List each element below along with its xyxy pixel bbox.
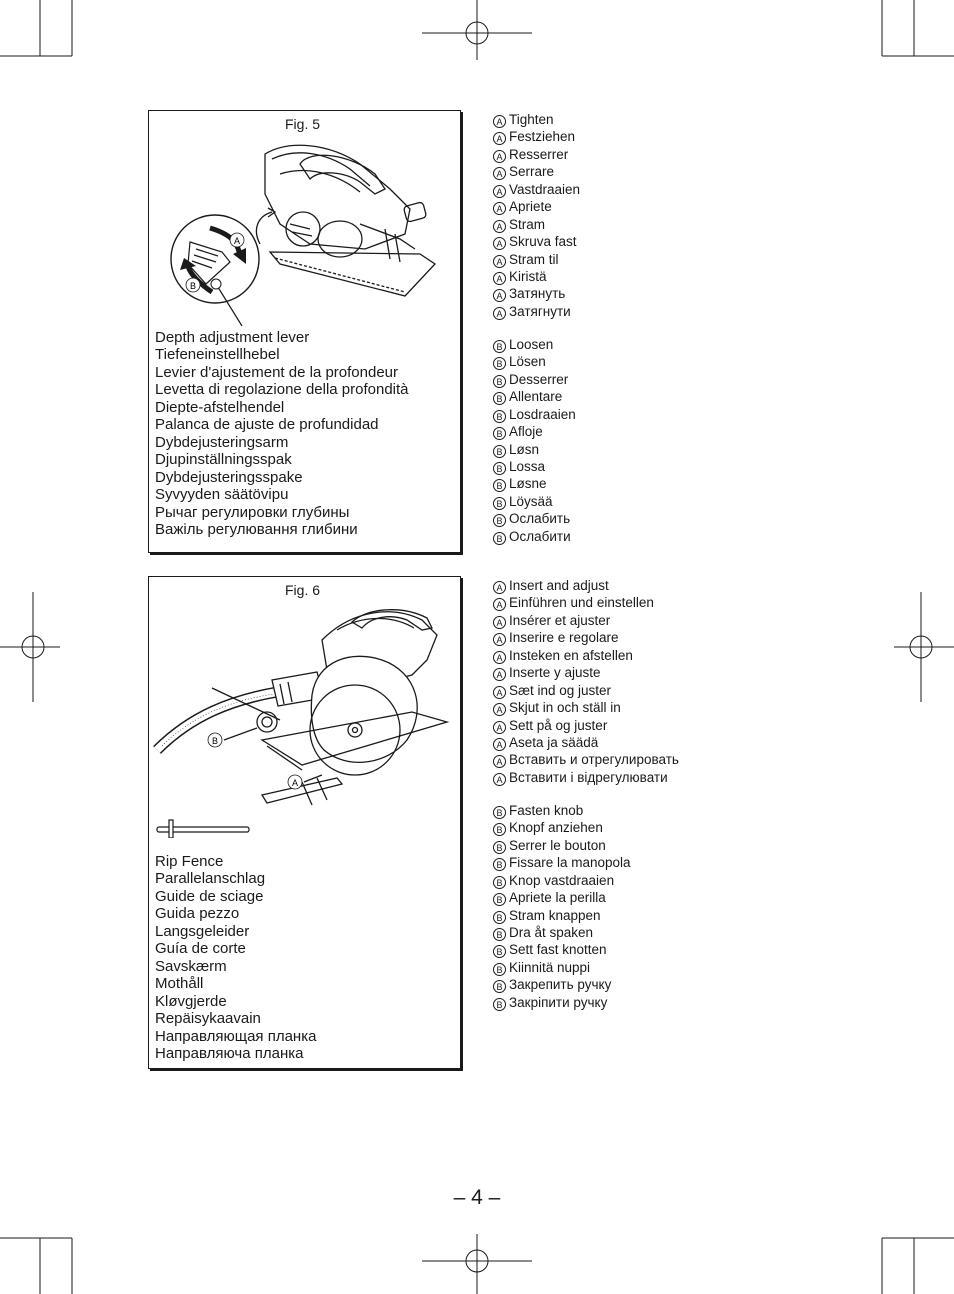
legend-row: B Fasten knob (493, 802, 679, 819)
fig6-name: Mothåll (155, 975, 204, 993)
legend-row: A Vastdraaien (493, 181, 580, 198)
a-mark: A (493, 721, 506, 734)
legend-row: A Skruva fast (493, 233, 580, 250)
b-mark: B (493, 823, 506, 836)
legend-row: B Ослабить (493, 510, 580, 527)
legend-row: A Einführen und einstellen (493, 594, 679, 611)
legend-row: A Вставити і відрегулювати (493, 769, 679, 786)
b-mark: B (493, 427, 506, 440)
b-mark: B (493, 479, 506, 492)
a-mark: A (493, 167, 506, 180)
legend-row: A Skjut in och ställ in (493, 699, 679, 716)
legend-row: A Sett på og juster (493, 717, 679, 734)
a-mark: A (493, 185, 506, 198)
a-mark: A (493, 307, 506, 320)
fig5-name: Tiefeneinstellhebel (155, 346, 280, 364)
fig5-callout-a: A (233, 236, 241, 246)
legend-row: B Losdraaien (493, 406, 580, 423)
a-mark: A (493, 686, 506, 699)
legend-row: B Fissare la manopola (493, 854, 679, 871)
legend-row: B Knop vastdraaien (493, 872, 679, 889)
fig6-name: Repäisykaavain (155, 1010, 261, 1028)
legend-row: B Закрепить ручку (493, 976, 679, 993)
b-mark: B (493, 497, 506, 510)
legend-row: A Kiristä (493, 268, 580, 285)
fig6-name: Parallelanschlag (155, 870, 266, 888)
b-mark: B (493, 375, 506, 388)
legend-row: A Insérer et ajuster (493, 612, 679, 629)
fig6-name: Guía de corte (155, 940, 246, 958)
fig5-name: Dybdejusteringsarm (155, 433, 289, 451)
legend-row: A Inserire e regolare (493, 629, 679, 646)
fig6-callout-b: B (211, 736, 219, 746)
fig5-name: Важіль регулювання глибини (155, 520, 358, 538)
legend-row: A Resserrer (493, 146, 580, 163)
b-mark: B (493, 462, 506, 475)
legend-row: B Løsn (493, 441, 580, 458)
legend-row: A Inserte y ajuste (493, 664, 679, 681)
a-mark: A (493, 220, 506, 233)
fig6-name: Guide de sciage (155, 887, 264, 905)
fig5-name: Рычаг регулировки глубины (155, 503, 350, 521)
legend-row: B Afloje (493, 423, 580, 440)
legend-row: B Desserrer (493, 371, 580, 388)
fig6-name: Rip Fence (155, 853, 224, 870)
fig6-name: Направляющая планка (155, 1027, 317, 1045)
legend-row: B Löysää (493, 493, 580, 510)
a-mark: A (493, 272, 506, 285)
b-mark: B (493, 876, 506, 889)
b-mark: B (493, 410, 506, 423)
a-mark: A (493, 150, 506, 163)
fig5-name: Levier d'ajustement de la profondeur (155, 363, 399, 381)
legend-row: B Lösen (493, 353, 580, 370)
fig5-label: Fig. 5 (285, 116, 321, 132)
legend-row: A Apriete (493, 198, 580, 215)
a-mark: A (493, 738, 506, 751)
fig6-legend (493, 577, 679, 1011)
fig6-name: Langsgeleider (155, 922, 250, 940)
legend-row: B Sett fast knotten (493, 941, 679, 958)
b-mark: B (493, 806, 506, 819)
legend-row: B Lossa (493, 458, 580, 475)
legend-row: A Затянуть (493, 285, 580, 302)
b-mark: B (493, 357, 506, 370)
legend-row: A Aseta ja säädä (493, 734, 679, 751)
a-mark: A (493, 598, 506, 611)
b-mark: B (493, 392, 506, 405)
b-mark: B (493, 858, 506, 871)
b-mark: B (493, 928, 506, 941)
fig5-name: Syvyyden säätövipu (155, 486, 289, 504)
fig6-saw-illustration (152, 600, 452, 850)
a-mark: A (493, 755, 506, 768)
legend-row: A Festziehen (493, 128, 580, 145)
a-mark: A (493, 616, 506, 629)
legend-row: A Stram (493, 216, 580, 233)
fig6-label: Fig. 6 (285, 582, 321, 598)
legend-row: B Ослабити (493, 528, 580, 545)
legend-row: B Закріпити ручку (493, 994, 679, 1011)
legend-row: B Loosen (493, 336, 580, 353)
b-mark: B (493, 998, 506, 1011)
fig6-name: Guida pezzo (155, 905, 240, 923)
a-mark: A (493, 773, 506, 786)
a-mark: A (493, 651, 506, 664)
fig5-name: Djupinställningsspak (155, 451, 292, 469)
legend-row: A Sæt ind og juster (493, 682, 679, 699)
b-mark: B (493, 945, 506, 958)
legend-row: B Allentare (493, 388, 580, 405)
b-mark: B (493, 893, 506, 906)
b-mark: B (493, 340, 506, 353)
legend-row: B Apriete la perilla (493, 889, 679, 906)
b-mark: B (493, 980, 506, 993)
fig5-name: Levetta di regolazione della profondità (155, 381, 409, 399)
fig6-name: Направляюча планка (155, 1044, 304, 1062)
b-mark: B (493, 963, 506, 976)
a-mark: A (493, 202, 506, 215)
fig6-callout-a: A (291, 778, 299, 788)
fig5-saw-illustration (160, 134, 450, 334)
rip-fence-icon (153, 818, 253, 838)
legend-row: A Затягнути (493, 303, 580, 320)
a-mark: A (493, 289, 506, 302)
legend-row: B Knopf anziehen (493, 819, 679, 836)
fig6-name: Kløvgjerde (155, 992, 227, 1010)
legend-row: A Serrare (493, 163, 580, 180)
fig6-name: Savskærm (155, 957, 227, 975)
b-mark: B (493, 911, 506, 924)
legend-row: A Tighten (493, 111, 580, 128)
legend-row: B Kiinnitä nuppi (493, 959, 679, 976)
a-mark: A (493, 115, 506, 128)
legend-row: A Stram til (493, 251, 580, 268)
a-mark: A (493, 132, 506, 145)
legend-row: B Stram knappen (493, 907, 679, 924)
fig5-name-list (155, 329, 409, 538)
a-mark: A (493, 668, 506, 681)
fig5-name: Palanca de ajuste de profundidad (155, 416, 379, 434)
a-mark: A (493, 255, 506, 268)
b-mark: B (493, 532, 506, 545)
fig5-name: Dybdejusteringsspake (155, 468, 303, 486)
a-mark: A (493, 633, 506, 646)
page-number: – 4 – (453, 1186, 501, 1209)
b-mark: B (493, 514, 506, 527)
fig6-name-list (155, 853, 316, 1062)
legend-row: A Insert and adjust (493, 577, 679, 594)
a-mark: A (493, 581, 506, 594)
fig5-legend (493, 111, 580, 545)
legend-row: A Insteken en afstellen (493, 647, 679, 664)
fig5-callout-b: B (189, 281, 197, 291)
b-mark: B (493, 841, 506, 854)
legend-row: B Løsne (493, 475, 580, 492)
a-mark: A (493, 703, 506, 716)
legend-row: A Вставить и отрегулировать (493, 751, 679, 768)
fig5-name: Depth adjustment lever (155, 329, 310, 346)
legend-row: B Dra åt spaken (493, 924, 679, 941)
fig5-name: Diepte-afstelhendel (155, 398, 285, 416)
a-mark: A (493, 237, 506, 250)
legend-row: B Serrer le bouton (493, 837, 679, 854)
b-mark: B (493, 445, 506, 458)
